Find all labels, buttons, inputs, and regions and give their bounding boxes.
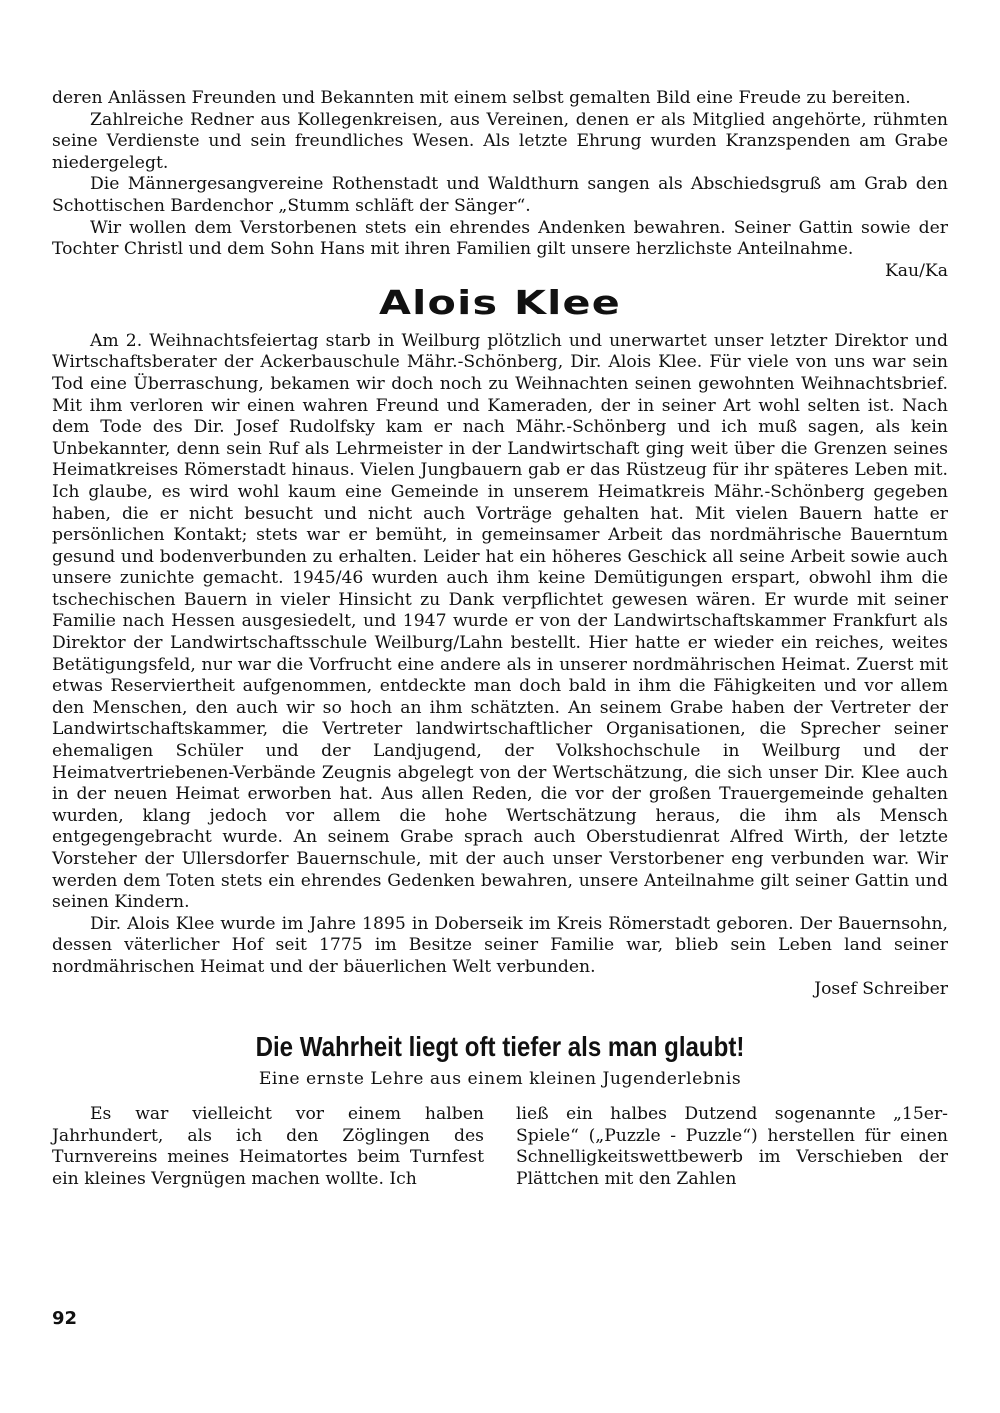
page-number: 92 [52,1308,78,1329]
two-column-text [52,1104,948,1190]
paragraph: Die Männergesangvereine Rothenstadt und Waldthurn sangen als Abschiedsgruß am Grab den Schottischen Bardenchor „Stumm schläft der Sänger“. [52,174,948,216]
article-subtitle: Eine ernste Lehre aus einem kleinen Jugenderlebnis [258,1069,742,1090]
article-title: Die Wahrheit liegt oft tiefer als man glaubt! [255,1031,745,1063]
paragraph: deren Anlässen Freunden und Bekannten mit einem selbst gemalten Bild eine Freude zu bereiten. [52,88,911,108]
article-obituary-continuation [52,88,948,281]
author-signature: Josef Schreiber [814,978,948,999]
article-wahrheit [52,1030,948,1190]
page-content [52,88,948,1191]
paragraph: ließ ein halbes Dutzend sogenannte „15er-Spiele“ („Puzzle - Puzzle“) herstellen für einen Schnelligkeitswettbewerb im Verschieben der Plättchen mit den Zahlen [516,1104,948,1189]
paragraph-text: Wir wollen dem Verstorbenen stets ein ehrendes Andenken bewahren. Seiner Gattin sowie der Tochter Christl und dem Sohn Hans mit ihren Familien gilt unsere herzlichste Anteilnahme. [52,217,948,260]
paragraph [52,217,948,281]
column-left [52,1104,484,1190]
paragraph: Zahlreiche Redner aus Kollegenkreisen, aus Vereinen, denen er als Mitglied angehörte, rühmten seine Verdienste und sein freundliches Wesen. Als letzte Ehrung wurden Kranzspenden am Grabe niedergelegt. [52,109,948,173]
paragraph: Am 2. Weihnachtsfeiertag starb in Weilburg plötzlich und unerwartet unser letzter Direktor und Wirtschaftsberater der Ackerbauschule Mähr.-Schönberg, Dir. Alois Klee. Für viele von uns war sein Tod eine Überraschung, bekamen wir doch noch zu Weihnachten seinen gewohnten Weihnachtsbrief. Mit ihm verloren wir einen wahren Freund und Kameraden, der in seiner Art wohl selten ist. Nach dem Tode des Dir. Josef Rudolfsky kam er nach Mähr.-Schönberg und ich muß sagen, als kein Unbekannter, denn sein Ruf als Lehrmeister in der Landwirtschaft ging weit über die Grenzen seines Heimatkreises Römerstadt hinaus. Vielen Jungbauern gab er das Rüstzeug für ihr späteres Leben mit. Ich glaube, es wird wohl kaum eine Gemeinde in unserem Heimatkreis Mähr.-Schönberg gegeben haben, die er nicht besucht und nicht auch Vorträge gehalten hat. Mit vielen Bauern hatte er persönlichen Kontakt; stets war er bemüht, in gemeinsamer Arbeit das nordmährische Bauerntum gesund und bodenverbunden zu erhalten. Leider hat ein höheres Geschick all seine Arbeit sowie auch unsere zunichte gemacht. 1945/46 wurden auch ihm keine Demütigungen erspart, obwohl ihm die tschechischen Bauern in vieler Hinsicht zu Dank verpflichtet gewesen wären. Er wurde mit seiner Familie nach Hessen ausgesiedelt, und 1947 wurde er von der Landwirtschaftskammer Frankfurt als Direktor der Landwirtschaftsschule Weilburg/Lahn bestellt. Hier hatte er wieder ein reiches, weites Betätigungsfeld, nur war die Vorfrucht eine andere als in unserer nordmährischen Heimat. Zuerst mit etwas Reserviertheit aufgenommen, entdeckte man doch bald in ihm die Fähigkeiten und vor allem den Menschen, den auch wir so hoch an ihm schätzten. An seinem Grabe haben der Vertreter der Landwirtschaftskammer, die Vertreter landwirtschaftlicher Organisationen, die Sprecher seiner ehemaligen Schüler und der Landjugend, der Volkshochschule in Weilburg und der Heimatvertriebenen-Verbände Zeugnis abgelegt von der Wertschätzung, die sich unser Dir. Klee auch in der neuen Heimat erworben hat. Aus allen Reden, die vor der großen Trauergemeinde gehalten wurden, klang jedoch vor allem die hohe Wertschätzung heraus, die ihm als Mensch entgegengebracht wurde. An seinem Grabe sprach auch Oberstudienrat Alfred Wirth, der letzte Vorsteher der Ullersdorfer Bauernschule, mit der auch unser Verstorbener eng verbunden war. Wir werden dem Toten stets ein ehrendes Gedenken bewahren, unsere Anteilnahme gilt seiner Gattin und seinen Kindern. [52,330,948,913]
paragraph: Dir. Alois Klee wurde im Jahre 1895 in Doberseik im Kreis Römerstadt geboren. Der Bauernsohn, dessen väterlicher Hof seit 1775 im Besitze seiner Familie war, blieb sein Leben land seiner nordmährischen Heimat und der bäuerlichen Welt verbunden. [52,913,948,977]
article-alois-klee [52,283,948,1000]
article-title: Alois Klee [378,282,622,322]
column-right [516,1104,948,1190]
author-signature: Kau/Ka [884,260,948,281]
paragraph: Es war vielleicht vor einem halben Jahrhundert, als ich den Zöglingen des Turnvereins meines Heimatortes beim Turnfest ein kleines Vergnügen machen wollte. Ich [52,1104,484,1189]
